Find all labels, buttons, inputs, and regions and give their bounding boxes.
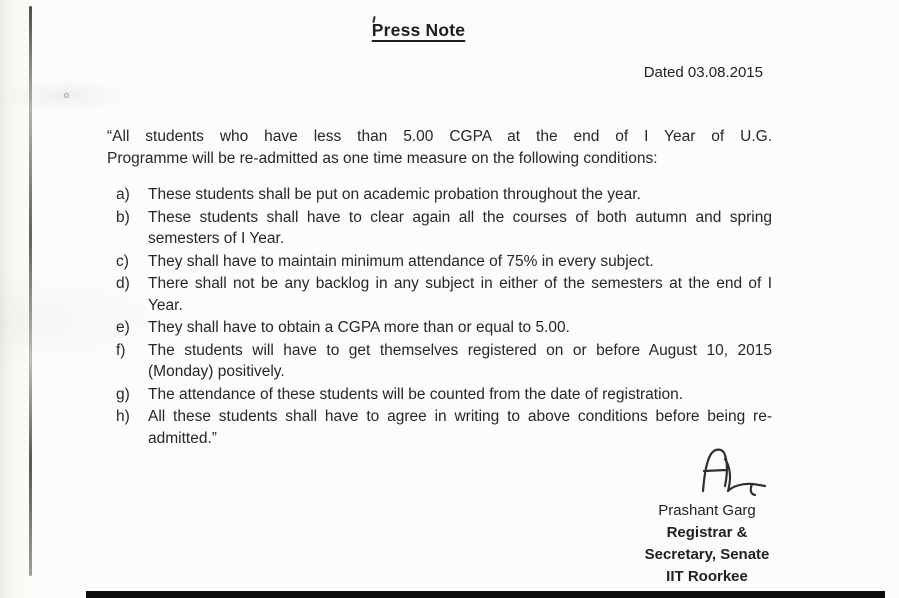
condition-label: f) bbox=[116, 341, 126, 359]
condition-text: There shall not be any backlog in any subject in either of the semesters at the end of I Year. bbox=[148, 275, 772, 314]
conditions-list bbox=[107, 184, 772, 449]
condition-text: The attendance of these students will be counted from the date of registration. bbox=[148, 385, 684, 403]
condition-item-a bbox=[107, 184, 772, 206]
condition-item-e bbox=[107, 317, 772, 339]
scan-artifact-bottom-bar bbox=[86, 591, 885, 598]
document-date: Dated 03.08.2015 bbox=[643, 64, 763, 81]
signatory-designation-3: IIT Roorkee bbox=[666, 568, 748, 585]
intro-paragraph bbox=[107, 126, 772, 169]
condition-item-c bbox=[107, 251, 772, 273]
condition-text: All these students shall have to agree in writing to above conditions before being re-admitted.” bbox=[148, 408, 772, 447]
signature-scribble bbox=[695, 446, 773, 498]
condition-item-b bbox=[107, 207, 772, 250]
scan-artifact-speck bbox=[64, 93, 69, 98]
condition-item-d bbox=[107, 273, 772, 316]
condition-text: They shall have to maintain minimum attendance of 75% in every subject. bbox=[148, 252, 654, 270]
condition-label: d) bbox=[116, 275, 130, 292]
scan-artifact-left-line bbox=[29, 6, 32, 576]
intro-line-1: “All students who have less than 5.00 CGPA at the end of I Year of U.G. bbox=[107, 128, 772, 145]
condition-label: g) bbox=[116, 385, 130, 403]
document-title: Press Note bbox=[371, 20, 466, 40]
condition-label: b) bbox=[116, 208, 130, 226]
condition-text: They shall have to obtain a CGPA more than or equal to 5.00. bbox=[148, 319, 570, 336]
signatory-designation-1: Registrar & bbox=[666, 524, 748, 541]
signatory-name: Prashant Garg bbox=[658, 502, 756, 519]
condition-label: e) bbox=[116, 319, 130, 336]
condition-text: These students shall have to clear again all the courses of both autumn and spring semesters of I Year. bbox=[148, 208, 772, 247]
condition-label: a) bbox=[116, 186, 130, 203]
condition-label: c) bbox=[116, 252, 129, 270]
condition-item-h bbox=[107, 406, 772, 449]
condition-label: h) bbox=[116, 408, 130, 425]
signature-block bbox=[637, 446, 777, 588]
signatory-designation-2: Secretary, Senate bbox=[644, 546, 770, 563]
condition-item-g bbox=[107, 384, 772, 406]
condition-item-f bbox=[107, 340, 772, 383]
condition-text: The students will have to get themselves registered on or before August 10, 2015 (Monday) positively. bbox=[148, 341, 772, 380]
intro-line-2: Programme will be re-admitted as one time measure on the following conditions: bbox=[107, 149, 658, 167]
condition-text: These students shall be put on academic probation throughout the year. bbox=[148, 186, 641, 203]
document-body bbox=[107, 126, 772, 450]
